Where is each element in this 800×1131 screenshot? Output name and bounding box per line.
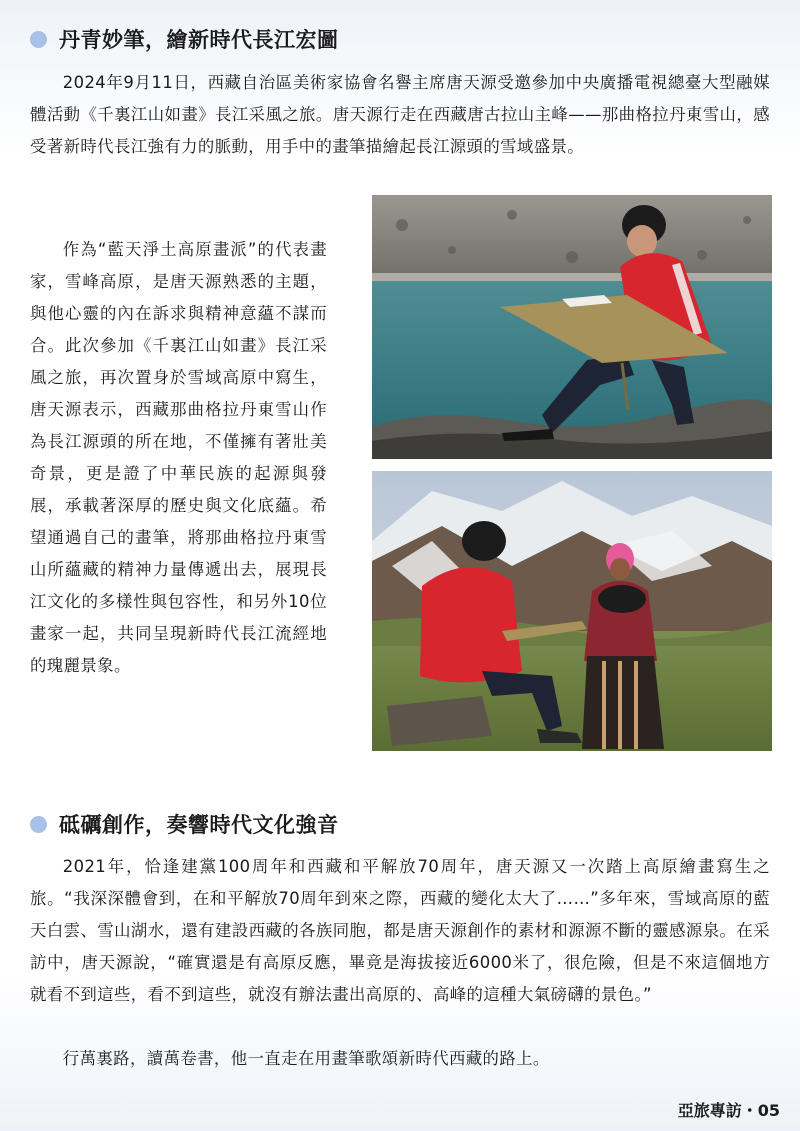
bullet-dot-icon	[30, 816, 47, 833]
page-footer: 亞旅專訪・05	[677, 1101, 780, 1120]
section2-heading-text: 砥礪創作，奏響時代文化強音	[59, 812, 339, 837]
bullet-dot-icon	[30, 31, 47, 48]
section2-heading	[30, 809, 339, 839]
section1-body-paragraph: 作為“藍天淨土高原畫派”的代表畫家，雪峰高原，是唐天源熟悉的主題，與他心靈的內在訴求與精神意蘊不謀而合。此次參加《千裏江山如畫》長江采風之旅，再次置身於雪域高原中寫生，唐天源表示，西藏那曲格拉丹東雪山作為長江源頭的所在地，不僅擁有著壯美奇景，更是證了中華民族的起源與發展，承載著深厚的歷史與文化底蘊。希望通過自己的畫筆，將那曲格拉丹東雪山所蘊藏的精神力量傳遞出去，展現長江文化的多樣性與包容性，和另外10位畫家一起，共同呈現新時代長江流經地的瑰麗景象。	[30, 240, 327, 675]
section2-paragraph-1: 2021年，恰逢建黨100周年和西藏和平解放70周年，唐天源又一次踏上高原繪畫寫生之旅。“我深深體會到，在和平解放70周年到來之際，西藏的變化太大了……”多年來，雪域高原的藍天白雲、雪山湖水，還有建設西藏的各族同胞，都是唐天源創作的素材和源源不斷的靈感源泉。在采訪中，唐天源說，“確實還是有高原反應，畢竟是海拔接近6000米了，很危險，但是不來這個地方就看不到這些，看不到這些，就沒有辦法畫出高原的、高峰的這種大氣磅礴的景色。”	[30, 857, 770, 1004]
section1-heading	[30, 24, 339, 54]
photo-painter-by-lake	[372, 195, 772, 459]
section1-heading-text: 丹青妙筆，繪新時代長江宏圖	[59, 27, 339, 52]
section1-intro-paragraph: 2024年9月11日，西藏自治區美術家協會名譽主席唐天源受邀參加中央廣播電視總臺大型融媒體活動《千裏江山如畫》長江采風之旅。唐天源行走在西藏唐古拉山主峰——那曲格拉丹東雪山，感受著新時代長江強有力的脈動，用手中的畫筆描繪起長江源頭的雪域盛景。	[30, 73, 770, 156]
photo-painter-with-villager	[372, 471, 772, 751]
section2-paragraph-2: 行萬裏路，讀萬卷書，他一直走在用畫筆歌頌新時代西藏的路上。	[62, 1049, 550, 1068]
